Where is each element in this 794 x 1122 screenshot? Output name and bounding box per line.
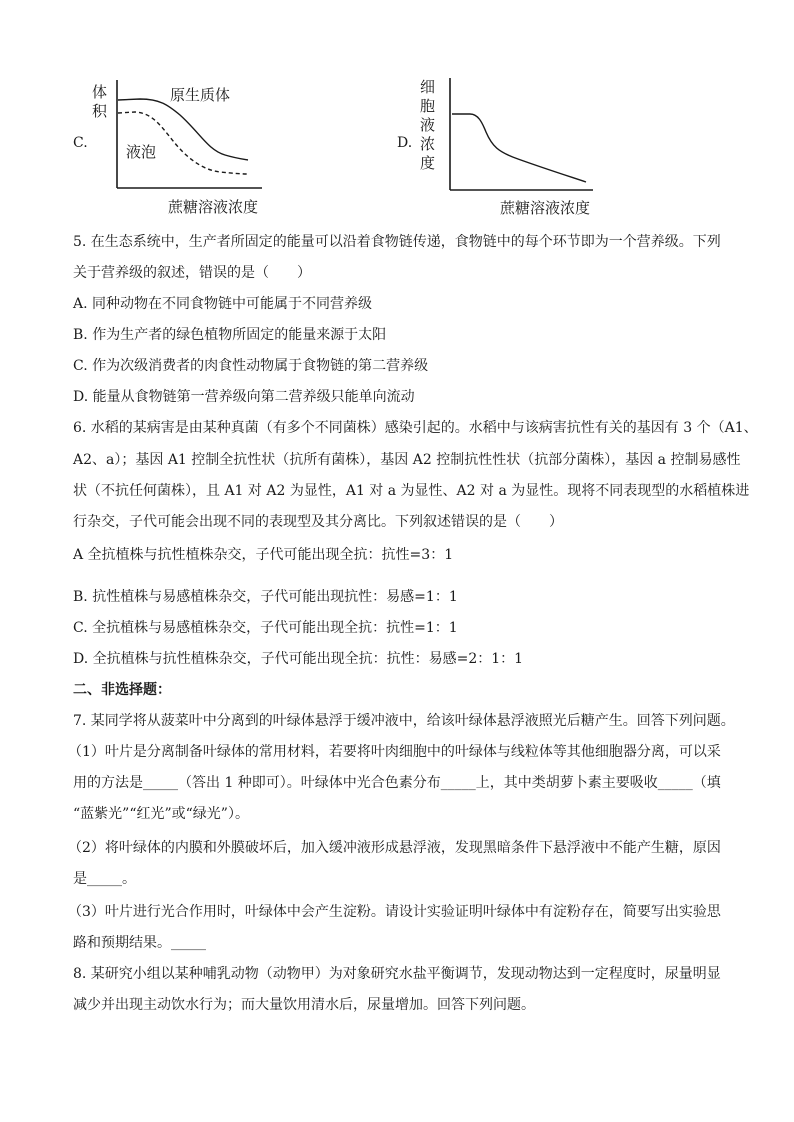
vacuole-label: 液泡	[126, 143, 157, 161]
figure-d-ylabel-4: 浓	[420, 135, 436, 153]
q6-option-a: A 全抗植株与抗性植株杂交，子代可能出现全抗：抗性=3：1	[73, 547, 454, 563]
q7-stem: 7. 某同学将从菠菜叶中分离到的叶绿体悬浮于缓冲液中，给该叶绿体悬浮液照光后糖产生。回答下列问题。	[73, 713, 735, 729]
q7-part3-line-2: 路和预期结果。_____	[73, 935, 206, 951]
cell-sap-curve	[452, 114, 586, 182]
protoplast-label: 原生质体	[170, 86, 231, 104]
q7-part2-line-1: （2）将叶绿体的内膜和外膜破坏后，加入缓冲液形成悬浮液，发现黑暗条件下悬浮液中不能产生糖，原因	[68, 840, 721, 856]
q7-part3-line-1: （3）叶片进行光合作用时，叶绿体中会产生淀粉。请设计实验证明叶绿体中有淀粉存在，简要写出实验思	[68, 904, 721, 920]
figure-c-xlabel: 蔗糖溶液浓度	[168, 198, 259, 216]
q6-option-b: B. 抗性植株与易感植株杂交，子代可能出现抗性：易感=1：1	[73, 589, 458, 605]
q6-stem-line-4: 行杂交，子代可能会出现不同的表现型及其分离比。下列叙述错误的是（ ）	[73, 514, 563, 530]
figure-c-ylabel-1: 体	[92, 83, 108, 101]
q5-option-c: C. 作为次级消费者的肉食性动物属于食物链的第二营养级	[73, 358, 429, 374]
q7-part1-line-2: 用的方法是_____（答出 1 种即可）。叶绿体中光合色素分布_____上，其中类胡萝卜素主要吸收_____（填	[73, 775, 721, 791]
figure-d-ylabel-3: 液	[420, 116, 436, 134]
q6-stem-line-2: A2、a）；基因 A1 控制全抗性状（抗所有菌株），基因 A2 控制抗性性状（抗部分菌株），基因 a 控制易感性	[73, 452, 741, 468]
figure-d-ylabel-5: 度	[420, 154, 436, 172]
figure-d-ylabel-1: 细	[420, 78, 436, 96]
figure-c-graph	[90, 75, 280, 220]
q6-option-c: C. 全抗植株与易感植株杂交，子代可能出现全抗：抗性=1：1	[73, 620, 458, 636]
figure-d-xlabel: 蔗糖溶液浓度	[500, 199, 591, 217]
q5-option-a: A. 同种动物在不同食物链中可能属于不同营养级	[73, 296, 373, 312]
q5-stem-line-2: 关于营养级的叙述，错误的是（ ）	[73, 265, 311, 281]
q7-part2-line-2: 是_____。	[73, 871, 136, 887]
q7-part1-line-1: （1）叶片是分离制备叶绿体的常用材料，若要将叶肉细胞中的叶绿体与线粒体等其他细胞器分离，可以采	[68, 744, 721, 760]
figure-d-ylabel-2: 胞	[420, 97, 436, 115]
q6-stem-line-3: 状（不抗任何菌株），且 A1 对 A2 为显性，A1 对 a 为显性、A2 对 a 为显性。现将不同表现型的水稻植株进	[73, 483, 750, 499]
q5-option-d: D. 能量从食物链第一营养级向第二营养级只能单向流动	[73, 389, 415, 405]
q6-stem-line-1: 6. 水稻的某病害是由某种真菌（有多个不同菌株）感染引起的。水稻中与该病害抗性有关的基因有 3 个（A1、	[73, 420, 758, 436]
section-heading: 二、非选择题：	[73, 682, 171, 698]
q5-option-b: B. 作为生产者的绿色植物所固定的能量来源于太阳	[73, 327, 387, 343]
figure-d-graph	[418, 72, 608, 220]
q5-stem-line-1: 5. 在生态系统中，生产者所固定的能量可以沿着食物链传递，食物链中的每个环节即为一个营养级。下列	[73, 234, 721, 250]
option-c-letter: C.	[73, 135, 88, 151]
q8-stem-line-2: 减少并出现主动饮水行为；而大量饮用清水后，尿量增加。回答下列问题。	[73, 997, 535, 1013]
q8-stem-line-1: 8. 某研究小组以某种哺乳动物（动物甲）为对象研究水盐平衡调节，发现动物达到一定程度时，尿量明显	[73, 966, 721, 982]
q7-part1-line-3: “蓝紫光”“红光”或“绿光”）。	[73, 806, 249, 822]
option-d-letter: D.	[397, 135, 413, 151]
figure-c-ylabel-2: 积	[92, 102, 108, 120]
q6-option-d: D. 全抗植株与抗性植株杂交，子代可能出现全抗：抗性：易感=2：1：1	[73, 651, 524, 667]
